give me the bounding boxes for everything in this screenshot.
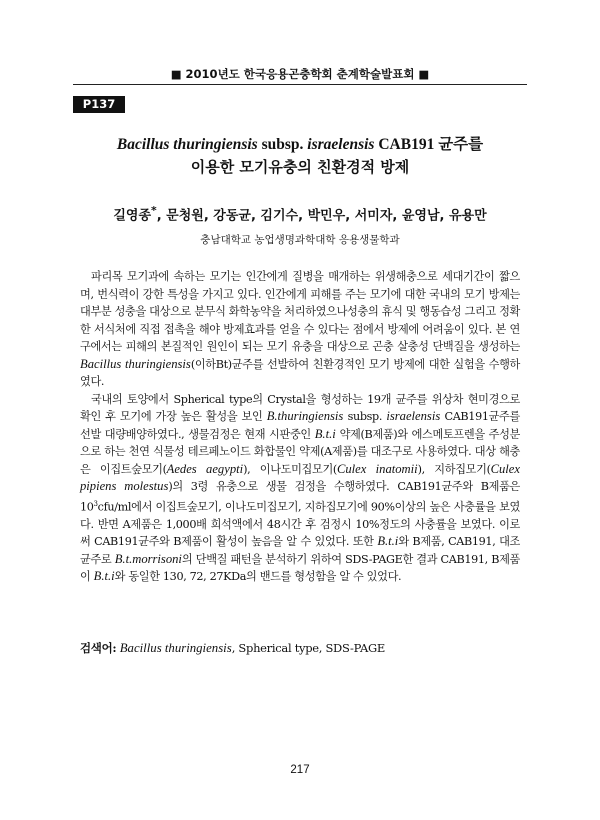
corresponding-author-mark: * [151, 204, 157, 217]
p2-morrisoni: B.t.morrisoni [114, 551, 182, 566]
title-species: Bacillus thuringiensis [116, 136, 258, 153]
p2-bti-2: B.t.i [377, 534, 399, 549]
p2-text-h: 와 B제품, CAB191, 대조 균주로 [80, 535, 520, 566]
title-subspecies: israelensis [307, 136, 375, 153]
keywords-rest: , Spherical type, SDS-PAGE [231, 641, 385, 655]
abstract-code-badge: P137 [73, 96, 125, 113]
p2-text-a: 국내의 토양에서 Spherical type의 Crystal을 형성하는 19개 균주를 위상차 현미경으로 확인 후 모기에 가장 높은 활성을 보인 [80, 392, 520, 423]
other-authors: , 문청원, 강동균, 김기수, 박민우, 서미자, 윤영남, 유용만 [156, 208, 487, 224]
p2-subspecies: israelensis [386, 409, 441, 423]
title-line-1 [73, 133, 527, 156]
p1-text-b: (이하Bt)균주를 선발하여 친환경적인 모기 방제에 대한 실험을 수행하였다. [80, 357, 520, 388]
title-line-2: 이용한 모기유충의 친환경적 방제 [190, 158, 410, 176]
title-subsp-label: subsp. [261, 136, 304, 153]
first-author: 길영종 [113, 208, 152, 224]
affiliation: 충남대학교 농업생명과학대학 응용생물학과 [200, 234, 400, 246]
abstract-paragraph-2 [80, 391, 520, 586]
title-strain: CAB191 균주를 [378, 136, 484, 153]
p1-species: Bacillus thuringiensis [80, 356, 191, 371]
keywords-label: 검색어: [80, 641, 117, 655]
p2-text-g: cfu/ml에서 이집트숲모기, 이나도미집모기, 지하집모기에 90%이상의 높은 사충률을 보였다. 반면 A제품은 1,000배 희석액에서 48시간 후 검정시 10%정도의 사충률을 보였다. 이로써 CAB191균주와 B제품이 활성이 높음을 알 수 있었다. 또한 [80, 500, 520, 549]
p2-aedes: Aedes aegypti [166, 461, 244, 476]
p2-text-f: )의 3령 유충으로 생물 검정을 수행하였다. CAB191균주와 B제품은 10 [80, 480, 521, 514]
paper-title [73, 133, 527, 179]
p2-subsp: subsp. [343, 410, 387, 423]
p2-text-b: CAB191균주를 선발 대량배양하였다., 생물검정은 현재 시판중인 [80, 410, 520, 441]
p2-text-e: ), 지하집모기( [417, 462, 491, 476]
header-divider [73, 84, 527, 85]
p2-culex-pipiens: Culex pipiens molestus [80, 461, 520, 493]
p2-culex-inatomii: Culex inatomii [336, 461, 418, 476]
conference-header: ■ 2010년도 한국응용곤충학회 춘계학술발표회 ■ [170, 67, 430, 81]
keywords [80, 640, 520, 656]
p2-text-c: 약제(B제품)와 에스메토프렌을 주성분으로 하는 천연 식물성 테르페노이드 화합물인 약제(A제품)를 대조구로 사용하였다. 대상 해충은 이집트숲모기( [80, 427, 520, 476]
p1-text-a: 파리목 모기과에 속하는 모기는 인간에게 질병을 매개하는 위생해충으로 세대기간이 짧으며, 번식력이 강한 특성을 가지고 있다. 인간에게 피해를 주는 모기에 대한 국내의 모기 방제는 대부분 성충을 대상으로 분무식 화학농약을 처리하였으나성충의 휴식 및 행동습성 그리고 정확한 서식처에 직접 접촉을 해야 방제효과를 얻을 수 있다는 점에서 방제에 어려움이 있다. 본 연구에서는 피해의 본질적인 원인이 되는 모기 유충을 대상으로 곤충 살충성 단백질을 생성하는 [80, 270, 520, 353]
p2-text-i: 의 단백질 패턴을 분석하기 위하여 SDS-PAGE한 결과 CAB191, B제품이 [80, 552, 521, 584]
p2-text-j: 와 동일한 130, 72, 27KDa의 밴드를 형성함을 알 수 있었다. [114, 570, 402, 584]
p2-species: B.thuringiensis [266, 409, 344, 423]
abstract-body [80, 268, 520, 586]
p2-bti-1: B.t.i [314, 426, 336, 441]
abstract-paragraph-1 [80, 268, 520, 391]
keyword-species: Bacillus thuringiensis [119, 641, 232, 655]
p2-text-d: ), 이나도미집모기( [243, 462, 337, 476]
p2-exponent: 3 [93, 499, 98, 508]
p2-bti-3: B.t.i [93, 569, 115, 584]
page-number: 217 [290, 764, 310, 776]
author-list [73, 204, 527, 223]
